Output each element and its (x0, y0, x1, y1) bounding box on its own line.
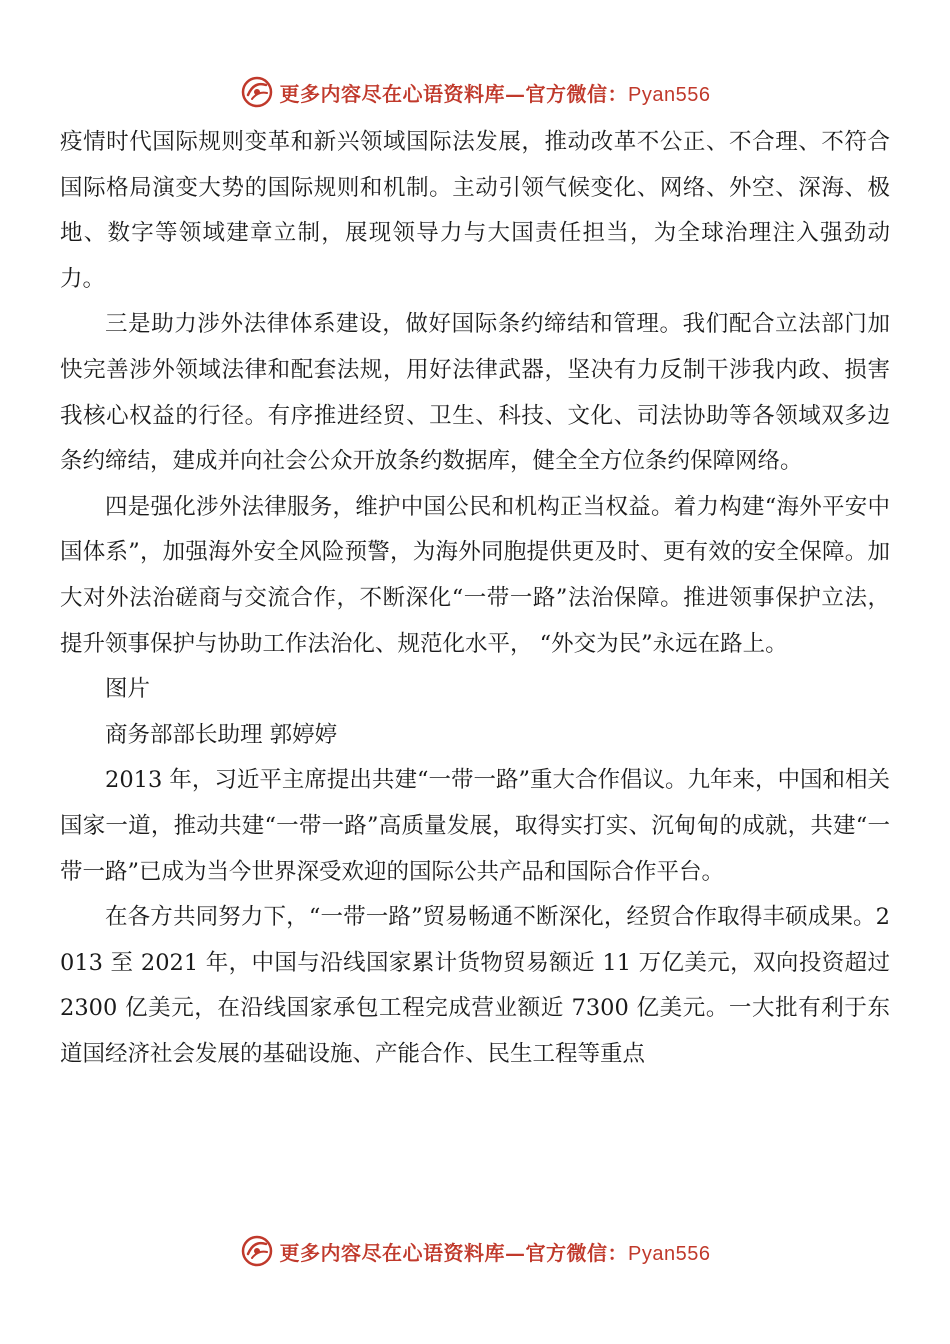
header-banner-text (280, 78, 711, 107)
paragraph-belt-road-intro: 2013 年，习近平主席提出共建“一带一路”重大合作倡议。九年来，中国和相关国家一道，推动共建“一带一路”高质量发展，取得实打实、沉甸甸的成就，共建“一带一路”已成为当今世界深受欢迎的国际公共产品和国际合作平台。 (60, 767, 890, 885)
paragraph-legal-services: 四是强化涉外法律服务，维护中国公民和机构正当权益。着力构建“海外平安中国体系”，加强海外安全风险预警，为海外同胞提供更及时、更有效的安全保障。加大对外法治磋商与交流合作，不断深化“一带一路”法治保障。推进领事保护立法，提升领事保护与协助工作法治化、规范化水平， “外交为民”永远在路上。 (60, 493, 890, 657)
header-brand-text: 更多内容尽在心语资料库—官方微信： (279, 81, 629, 106)
speaker-title: 商务部部长助理 郭婷婷 (105, 721, 338, 748)
image-placeholder-label: 图片 (105, 676, 151, 703)
footer-wechat-id: Pyan556 (628, 1242, 711, 1265)
header-wechat-id: Pyan556 (628, 83, 711, 106)
seal-logo-icon (240, 1234, 274, 1268)
seal-logo-icon (240, 75, 274, 109)
paragraph-treaty: 三是助力涉外法律体系建设，做好国际条约缔结和管理。我们配合立法部门加快完善涉外领域法律和配套法规，用好法律武器，坚决有力反制干涉我内政、损害我核心权益的行径。有序推进经贸、卫生、科技、文化、司法协助等各领域双多边条约缔结，建成并向社会公众开放条约数据库，健全全方位条约保障网络。 (60, 311, 890, 475)
paragraph-continuation: 疫情时代国际规则变革和新兴领域国际法发展，推动改革不公正、不合理、不符合国际格局演变大势的国际规则和机制。主动引领气候变化、网络、外空、深海、极地、数字等领域建章立制，展现领导力与大国责任担当，为全球治理注入强劲动力。 (60, 129, 890, 292)
document-body (60, 120, 890, 1077)
footer-banner (0, 1231, 950, 1271)
paragraph-trade-results: 在各方共同努力下，“一带一路”贸易畅通不断深化，经贸合作取得丰硕成果。2013 至 2021 年，中国与沿线国家累计货物贸易额近 11 万亿美元，双向投资超过 2300 亿美元，在沿线国家承包工程完成营业额近 7300 亿美元。一大批有利于东道国经济社会发展的基础设施、产能合作、民生工程等重点 (60, 904, 890, 1067)
header-banner (0, 72, 950, 112)
footer-banner-text (280, 1237, 711, 1266)
footer-brand-text: 更多内容尽在心语资料库—官方微信： (279, 1240, 629, 1265)
